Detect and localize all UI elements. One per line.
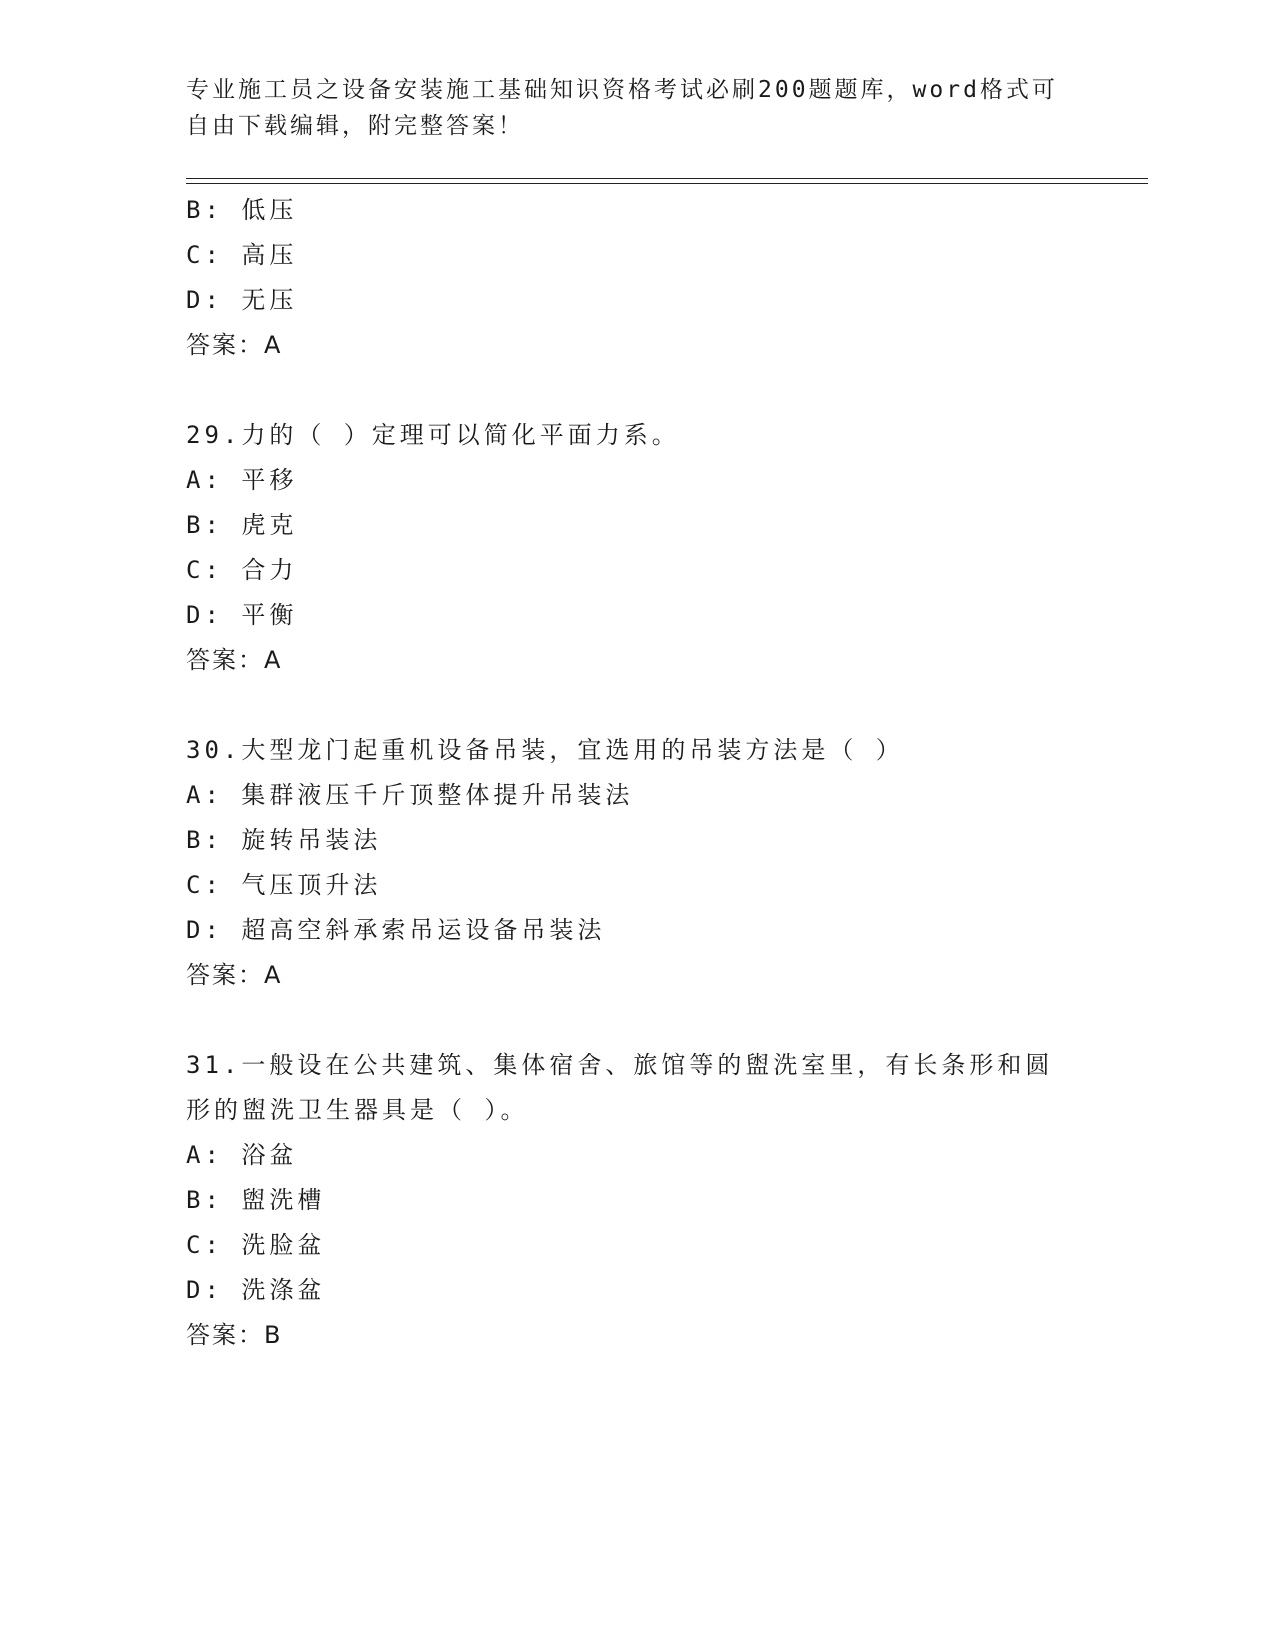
document-header: 专业施工员之设备安装施工基础知识资格考试必刷200题题库，word格式可自由下载编辑，附完整答案！ xyxy=(186,77,1058,139)
q31-question-line-2: 形的盥洗卫生器具是（ ）。 xyxy=(186,1096,529,1124)
header-divider-bottom xyxy=(186,183,1148,184)
q29-option-d: D: 平衡 xyxy=(186,601,298,629)
q28-option-d: D: 无压 xyxy=(186,286,298,314)
q29-answer: 答案：A xyxy=(186,646,283,674)
q30-answer: 答案：A xyxy=(186,961,283,989)
q28-answer: 答案：A xyxy=(186,331,283,359)
q30-question: 30.大型龙门起重机设备吊装，宜选用的吊装方法是（ ） xyxy=(186,736,904,764)
q29-option-b: B: 虎克 xyxy=(186,511,298,539)
q29-option-a: A: 平移 xyxy=(186,466,298,494)
header-divider-top xyxy=(186,178,1148,179)
q28-option-c: C: 高压 xyxy=(186,241,298,269)
q31-question-line-1: 31.一般设在公共建筑、集体宿舍、旅馆等的盥洗室里，有长条形和圆 xyxy=(186,1051,1054,1079)
q31-answer: 答案：B xyxy=(186,1321,283,1349)
q31-option-b: B: 盥洗槽 xyxy=(186,1186,326,1214)
q31-option-c: C: 洗脸盆 xyxy=(186,1231,326,1259)
q29-question: 29.力的（ ）定理可以简化平面力系。 xyxy=(186,421,680,449)
q30-option-b: B: 旋转吊装法 xyxy=(186,826,382,854)
q29-option-c: C: 合力 xyxy=(186,556,298,584)
q31-option-d: D: 洗涤盆 xyxy=(186,1276,326,1304)
q31-option-a: A: 浴盆 xyxy=(186,1141,298,1169)
q30-option-c: C: 气压顶升法 xyxy=(186,871,382,899)
q30-option-a: A: 集群液压千斤顶整体提升吊装法 xyxy=(186,781,634,809)
q28-option-b: B: 低压 xyxy=(186,196,298,224)
q30-option-d: D: 超高空斜承索吊运设备吊装法 xyxy=(186,916,606,944)
